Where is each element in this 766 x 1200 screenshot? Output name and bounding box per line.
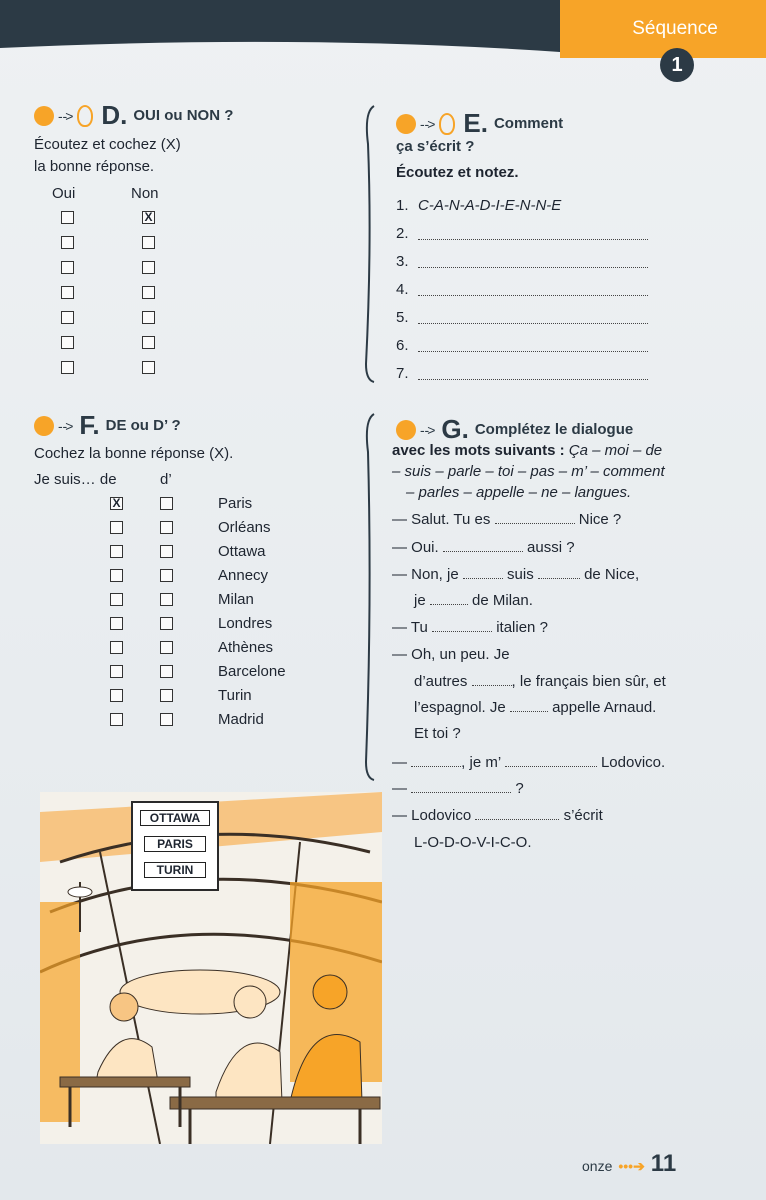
e-answer-line-5[interactable]: [418, 323, 648, 324]
page-number-word: onze: [582, 1158, 613, 1174]
word-bank-part-1: Ça – moi – de: [568, 442, 663, 459]
checkbox-non-5[interactable]: [142, 311, 155, 324]
e-item-number-3: 3.: [396, 253, 409, 270]
dialogue-text: —: [392, 754, 407, 771]
city-label: Paris: [218, 495, 253, 512]
sequence-label: Séquence: [632, 18, 718, 39]
sequence-number-badge: 1: [660, 48, 694, 82]
checkbox-d-athenes[interactable]: [160, 641, 173, 654]
city-label: Milan: [218, 591, 254, 608]
dialogue-text: — Salut. Tu es: [392, 511, 491, 528]
section-g-subtitle: avec les mots suivants :: [392, 442, 565, 459]
dialogue-line-2: [392, 537, 575, 559]
checkbox-d-paris[interactable]: [160, 497, 173, 510]
blank-7[interactable]: [472, 685, 512, 686]
checkbox-de-ottawa[interactable]: [110, 545, 123, 558]
footer-arrow-icon: •••➔: [618, 1158, 645, 1174]
e-answer-line-2[interactable]: [418, 239, 648, 240]
city-label: Londres: [218, 615, 273, 632]
section-f-instruction: Cochez la bonne réponse (X).: [34, 445, 234, 462]
blank-9[interactable]: [411, 766, 461, 767]
city-label: Annecy: [218, 567, 269, 584]
page-footer: [582, 1150, 676, 1178]
dialogue-line-11: [392, 778, 524, 800]
word-bank-part-3: – parles – appelle – ne – langues.: [406, 484, 632, 501]
checkbox-non-3[interactable]: [142, 261, 155, 274]
blank-5[interactable]: [430, 604, 468, 605]
column-divider-bottom: [362, 412, 378, 782]
col-non-label: Non: [131, 185, 159, 202]
checkbox-non-7[interactable]: [142, 361, 155, 374]
section-e-title-2: ça s’écrit ?: [396, 138, 475, 155]
dialogue-text: Et toi ?: [414, 725, 461, 742]
checkbox-de-athenes[interactable]: [110, 641, 123, 654]
dialogue-text: , je m’: [461, 754, 501, 771]
section-d-instruction-1: Écoutez et cochez (X): [34, 136, 181, 153]
checkbox-de-paris[interactable]: X: [110, 497, 123, 510]
dialogue-line-1: [392, 509, 621, 531]
listen-dot-icon: [34, 106, 54, 126]
dialogue-text: s’écrit: [563, 807, 603, 824]
dialogue-text: — Lodovico: [392, 807, 472, 824]
checkbox-de-orleans[interactable]: [110, 521, 123, 534]
dialogue-text: je: [414, 592, 426, 609]
dialogue-text: L-O-D-O-V-I-C-O.: [414, 834, 532, 851]
checkbox-de-milan[interactable]: [110, 593, 123, 606]
destination-sign-2: PARIS: [144, 836, 206, 852]
checkbox-d-londres[interactable]: [160, 617, 173, 630]
destination-sign-3: TURIN: [144, 862, 206, 878]
checkbox-de-turin[interactable]: [110, 689, 123, 702]
blank-1[interactable]: [495, 523, 575, 524]
checkbox-d-annecy[interactable]: [160, 569, 173, 582]
checkbox-oui-4[interactable]: [61, 286, 74, 299]
e-item-number-6: 6.: [396, 337, 409, 354]
city-label: Barcelone: [218, 663, 286, 680]
col-oui-label: Oui: [52, 185, 76, 202]
dialogue-text: ?: [515, 780, 524, 797]
checkbox-non-1[interactable]: X: [142, 211, 155, 224]
checkbox-d-turin[interactable]: [160, 689, 173, 702]
city-label: Orléans: [218, 519, 271, 536]
dialogue-text: de Nice,: [584, 566, 640, 583]
city-label: Ottawa: [218, 543, 266, 560]
dialogue-text: Lodovico.: [600, 754, 666, 771]
dotted-arrow-icon: - ->: [420, 421, 434, 438]
e-item-number-5: 5.: [396, 309, 409, 326]
e-answer-line-7[interactable]: [418, 379, 648, 380]
checkbox-d-barcelone[interactable]: [160, 665, 173, 678]
checkbox-d-ottawa[interactable]: [160, 545, 173, 558]
ear-icon: [77, 105, 93, 127]
activity-dot-icon: [396, 420, 416, 440]
dialogue-line-9: [414, 723, 461, 745]
blank-8[interactable]: [510, 711, 548, 712]
dialogue-text: d’autres: [414, 673, 468, 690]
section-e-instruction: Écoutez et notez.: [396, 164, 519, 181]
dialogue-text: aussi ?: [527, 539, 575, 556]
checkbox-oui-6[interactable]: [61, 336, 74, 349]
dialogue-line-6: [392, 644, 510, 666]
section-e-letter: E.: [463, 108, 488, 138]
checkbox-de-londres[interactable]: [110, 617, 123, 630]
checkbox-non-2[interactable]: [142, 236, 155, 249]
section-g-word-bank-1: [392, 440, 662, 462]
checkbox-d-madrid[interactable]: [160, 713, 173, 726]
checkbox-oui-2[interactable]: [61, 236, 74, 249]
blank-3[interactable]: [463, 578, 503, 579]
section-d-heading: [34, 100, 233, 131]
e-item-number-2: 2.: [396, 225, 409, 242]
dialogue-line-4: [414, 590, 533, 612]
dialogue-text: , le français bien sûr, et: [511, 673, 666, 690]
checkbox-oui-7[interactable]: [61, 361, 74, 374]
blank-11[interactable]: [411, 792, 511, 793]
checkbox-de-barcelone[interactable]: [110, 665, 123, 678]
word-bank-part-2: – suis – parle – toi – pas – m’ – comment: [392, 463, 665, 480]
page-number: 11: [650, 1150, 677, 1177]
e-answer-line-6[interactable]: [418, 351, 648, 352]
checkbox-oui-5[interactable]: [61, 311, 74, 324]
train-station-illustration: [40, 792, 382, 1144]
section-f-heading: [34, 410, 181, 441]
section-f-letter: F.: [79, 410, 100, 440]
dialogue-text: italien ?: [496, 619, 548, 636]
blank-12[interactable]: [475, 819, 559, 820]
dialogue-line-10: [392, 752, 665, 774]
dialogue-line-5: [392, 617, 548, 639]
illustration-drawing: [40, 792, 382, 1144]
e-item-number-4: 4.: [396, 281, 409, 298]
activity-dot-icon: [34, 416, 54, 436]
dialogue-text: — Non, je: [392, 566, 459, 583]
e-item-number-7: 7.: [396, 365, 409, 382]
dialogue-line-12: [392, 805, 603, 827]
e-item-number-1: 1.: [396, 197, 409, 214]
e-item-answer-1: C-A-N-A-D-I-E-N-N-E: [418, 197, 562, 214]
dotted-arrow-icon: - ->: [58, 107, 72, 124]
checkbox-non-6[interactable]: [142, 336, 155, 349]
dialogue-text: suis: [507, 566, 534, 583]
dialogue-line-3: [392, 564, 639, 586]
city-label: Athènes: [218, 639, 274, 656]
col-d-label: d’: [160, 471, 172, 488]
dialogue-line-8: [414, 697, 656, 719]
e-answer-line-4[interactable]: [418, 295, 648, 296]
e-answer-line-3[interactable]: [418, 267, 648, 268]
destination-sign-1: OTTAWA: [140, 810, 210, 826]
blank-6[interactable]: [432, 631, 492, 632]
checkbox-d-orleans[interactable]: [160, 521, 173, 534]
checkbox-de-madrid[interactable]: [110, 713, 123, 726]
listen-dot-icon: [396, 114, 416, 134]
dotted-arrow-icon: - ->: [420, 115, 434, 132]
blank-2[interactable]: [443, 551, 523, 552]
dialogue-text: — Tu: [392, 619, 428, 636]
dialogue-text: — Oui.: [392, 539, 439, 556]
section-e-title-1: Comment: [493, 115, 564, 132]
city-label: Madrid: [218, 711, 264, 728]
col-je-suis-de-label: Je suis… de: [34, 471, 117, 488]
column-divider-top: [362, 104, 378, 384]
section-g-title: Complétez le dialogue: [474, 421, 634, 438]
checkbox-oui-3[interactable]: [61, 261, 74, 274]
dialogue-line-7: [414, 671, 666, 693]
checkbox-de-annecy[interactable]: [110, 569, 123, 582]
dialogue-text: l’espagnol. Je: [414, 699, 506, 716]
section-d-letter: D.: [101, 100, 128, 130]
blank-10[interactable]: [505, 766, 597, 767]
checkbox-non-4[interactable]: [142, 286, 155, 299]
dialogue-line-13: [414, 832, 532, 854]
section-e-heading: [396, 108, 563, 139]
section-d-title: OUI ou NON ?: [133, 107, 234, 124]
dialogue-text: Nice ?: [578, 511, 622, 528]
dialogue-text: de Milan.: [472, 592, 533, 609]
checkbox-oui-1[interactable]: [61, 211, 74, 224]
section-g-letter: G.: [441, 414, 469, 444]
dotted-arrow-icon: - ->: [58, 417, 72, 434]
blank-4[interactable]: [538, 578, 580, 579]
section-d-instruction-2: la bonne réponse.: [34, 158, 155, 175]
ear-icon: [439, 113, 455, 135]
dialogue-text: appelle Arnaud.: [552, 699, 657, 716]
city-label: Turin: [218, 687, 252, 704]
section-f-title: DE ou D’ ?: [105, 417, 181, 434]
dialogue-text: — Oh, un peu. Je: [392, 646, 510, 663]
checkbox-d-milan[interactable]: [160, 593, 173, 606]
dialogue-text: —: [392, 780, 407, 797]
